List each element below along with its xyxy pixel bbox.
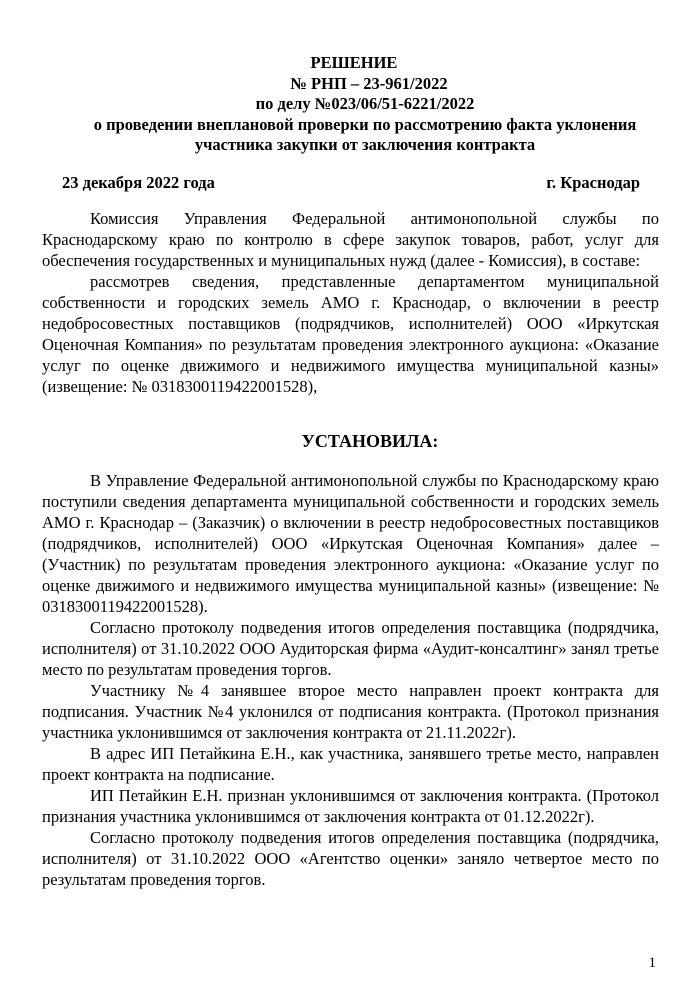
- subject-line-1: о проведении внеплановой проверки по рассмотрению факта уклонения: [93, 114, 637, 134]
- decision-place: г. Краснодар: [546, 173, 640, 192]
- page-number: 1: [648, 955, 656, 971]
- decision-number: № РНП – 23-961/2022: [290, 73, 448, 93]
- main-paragraph-6: Согласно протоколу подведения итогов определения поставщика (подрядчика, исполнителя) от 31.10.2022 ООО «Агентство оценки» заняло четвертое место по результатам проведения торгов.: [42, 828, 659, 889]
- document-header: [0, 53, 700, 156]
- date-place-line: [62, 173, 640, 193]
- document-title: РЕШЕНИЕ: [310, 53, 398, 72]
- main-paragraph-4: В адрес ИП Петайкина Е.Н., как участника, занявшего третье место, направлен проект контракта на подписание.: [42, 744, 659, 784]
- intro-section: [42, 208, 659, 397]
- main-section: [42, 470, 659, 890]
- subject-line-2: участника закупки от заключения контракта: [194, 135, 536, 154]
- decision-date: 23 декабря 2022 года: [62, 173, 215, 192]
- intro-paragraph-1: Комиссия Управления Федеральной антимонопольной службы по Краснодарскому краю по контролю в сфере закупок товаров, работ, услуг для обеспечения государственных и муниципальных нужд (далее - Комиссия), в составе:: [42, 209, 659, 270]
- main-paragraph-2: Согласно протоколу подведения итогов определения поставщика (подрядчика, исполнителя) от 31.10.2022 ООО Аудиторская фирма «Аудит-консалтинг» занял третье место по результатам проведения торгов.: [42, 618, 659, 679]
- intro-paragraph-2: рассмотрев сведения, представленные департаментом муниципальной собственности и городских земель АМО г. Краснодар, о включении в реестр недобросовестных поставщиков (подрядчиков, исполнителей) ООО «Иркутская Оценочная Компания» по результатам проведения электронного аукциона: «Оказание услуг по оценке движимого и недвижимого имущества муниципальной казны» (извещение: № 0318300119422001528),: [42, 272, 659, 396]
- case-number: по делу №023/06/51-6221/2022: [255, 94, 475, 113]
- established-heading: УСТАНОВИЛА:: [301, 431, 439, 451]
- main-paragraph-3: Участнику №4 занявшее второе место направлен проект контракта для подписания. Участник №4 уклонился от подписания контракта. (Протокол признания участника уклонившимся от заключения контракта от 21.11.2022г).: [42, 681, 659, 742]
- main-paragraph-1: В Управление Федеральной антимонопольной службы по Краснодарскому краю поступили сведения департамента муниципальной собственности и городских земель АМО г. Краснодар – (Заказчик) о включении в реестр недобросовестных поставщиков (подрядчиков, исполнителей) ООО «Иркутская Оценочная Компания» далее – (Участник) по результатам проведения электронного аукциона: «Оказание услуг по оценке движимого и недвижимого имущества муниципальной казны» (извещение: № 0318300119422001528).: [42, 471, 659, 616]
- main-paragraph-5: ИП Петайкин Е.Н. признан уклонившимся от заключения контракта. (Протокол признания участника уклонившимся от заключения контракта от 01.12.2022г).: [42, 786, 659, 826]
